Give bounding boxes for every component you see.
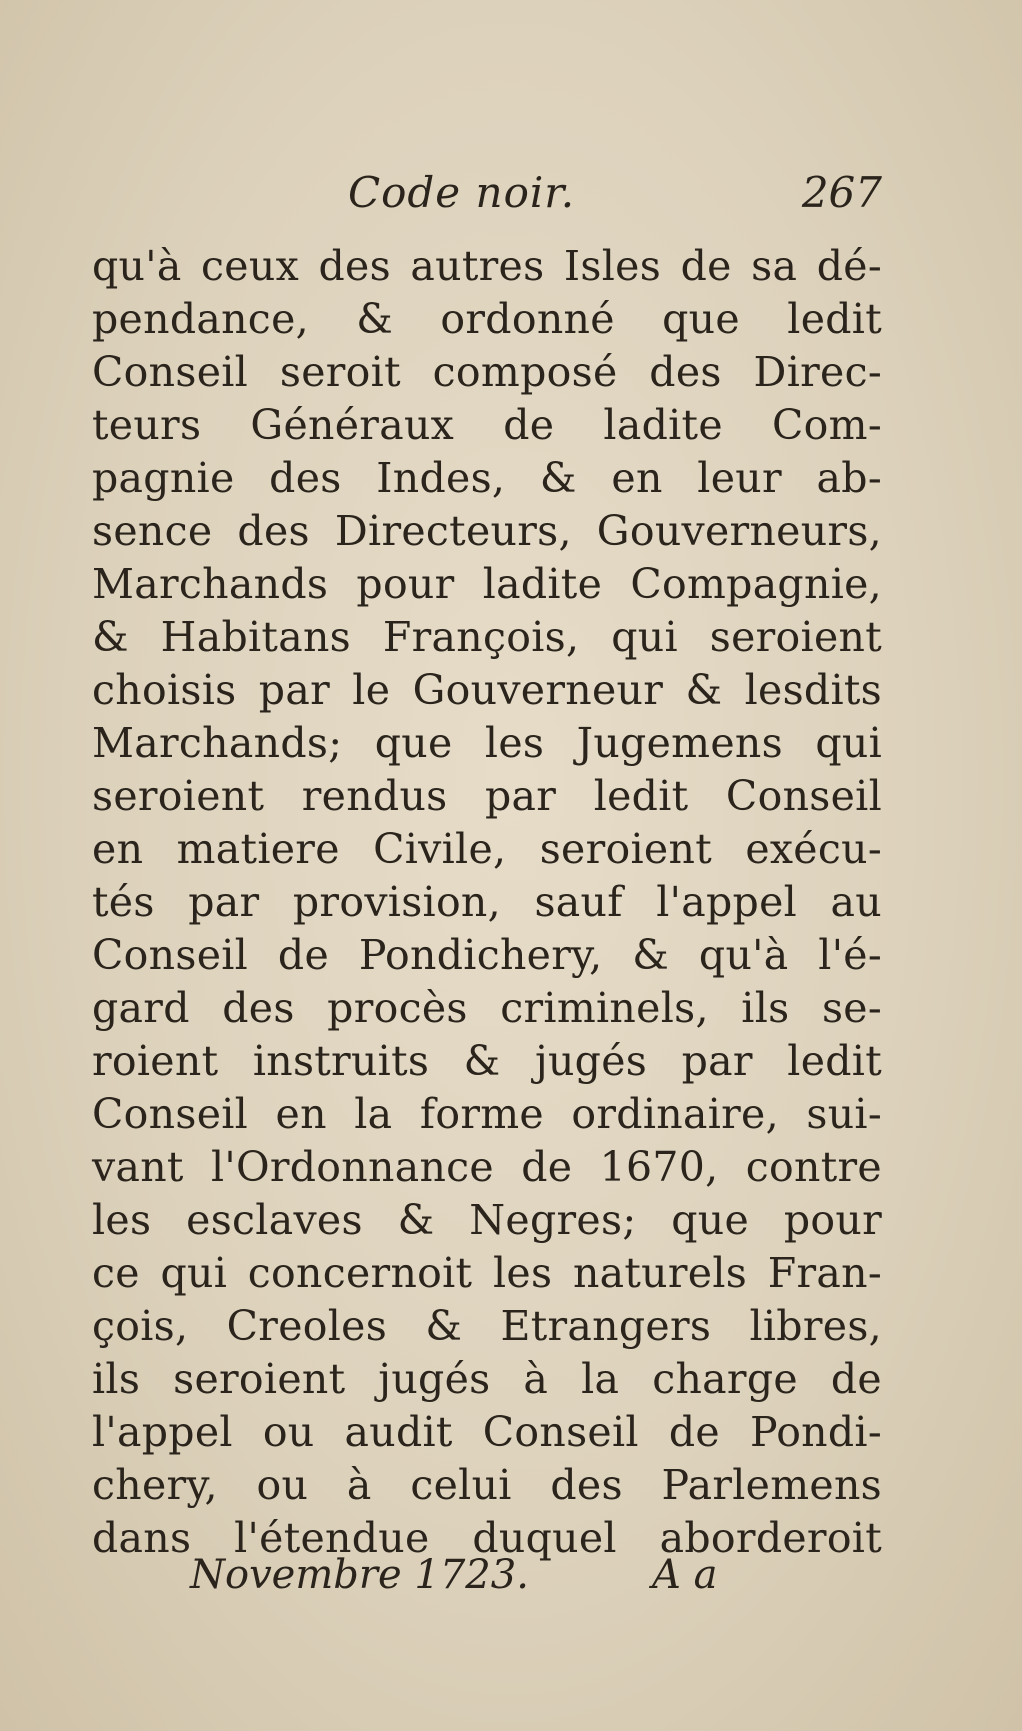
page-header <box>92 168 882 228</box>
text-line: en matiere Civile, seroient exécu- <box>92 825 882 873</box>
text-line: seroient rendus par ledit Conseil <box>92 772 882 820</box>
text-line: ils seroient jugés à la charge de <box>92 1355 882 1403</box>
text-line: & Habitans François, qui seroient <box>92 613 882 661</box>
text-line: tés par provision, sauf l'appel au <box>92 878 882 926</box>
text-line: qu'à ceux des autres Isles de sa dé- <box>92 242 882 290</box>
text-line: Marchands; que les Jugemens qui <box>92 719 882 767</box>
text-line: vant l'Ordonnance de 1670, contre <box>92 1143 882 1191</box>
text-line: çois, Creoles & Etrangers libres, <box>92 1302 882 1350</box>
text-line: sence des Directeurs, Gouverneurs, <box>92 507 882 555</box>
text-line: roient instruits & jugés par ledit <box>92 1037 882 1085</box>
text-line: l'appel ou audit Conseil de Pondi- <box>92 1408 882 1456</box>
catchword: A a <box>652 1552 718 1598</box>
page-number: 267 <box>801 168 882 217</box>
text-line: pagnie des Indes, & en leur ab- <box>92 454 882 502</box>
signature-mark: Novembre 1723. <box>190 1552 529 1598</box>
page-footer <box>92 1552 882 1612</box>
text-line: les esclaves & Negres; que pour <box>92 1196 882 1244</box>
body-text <box>92 240 882 1565</box>
text-line: Conseil seroit composé des Direc- <box>92 348 882 396</box>
text-line: gard des procès criminels, ils se- <box>92 984 882 1032</box>
text-line: choisis par le Gouverneur & lesdits <box>92 666 882 714</box>
text-line: Conseil en la forme ordinaire, sui- <box>92 1090 882 1138</box>
text-line: ce qui concernoit les naturels Fran- <box>92 1249 882 1297</box>
text-line: Conseil de Pondichery, & qu'à l'é- <box>92 931 882 979</box>
text-line: dans l'étendue duquel aborderoit <box>92 1514 882 1562</box>
text-line: chery, ou à celui des Parlemens <box>92 1461 882 1509</box>
text-line: teurs Généraux de ladite Com- <box>92 401 882 449</box>
text-line: Marchands pour ladite Compagnie, <box>92 560 882 608</box>
text-line: pendance, & ordonné que ledit <box>92 295 882 343</box>
running-title: Code noir. <box>348 168 576 217</box>
